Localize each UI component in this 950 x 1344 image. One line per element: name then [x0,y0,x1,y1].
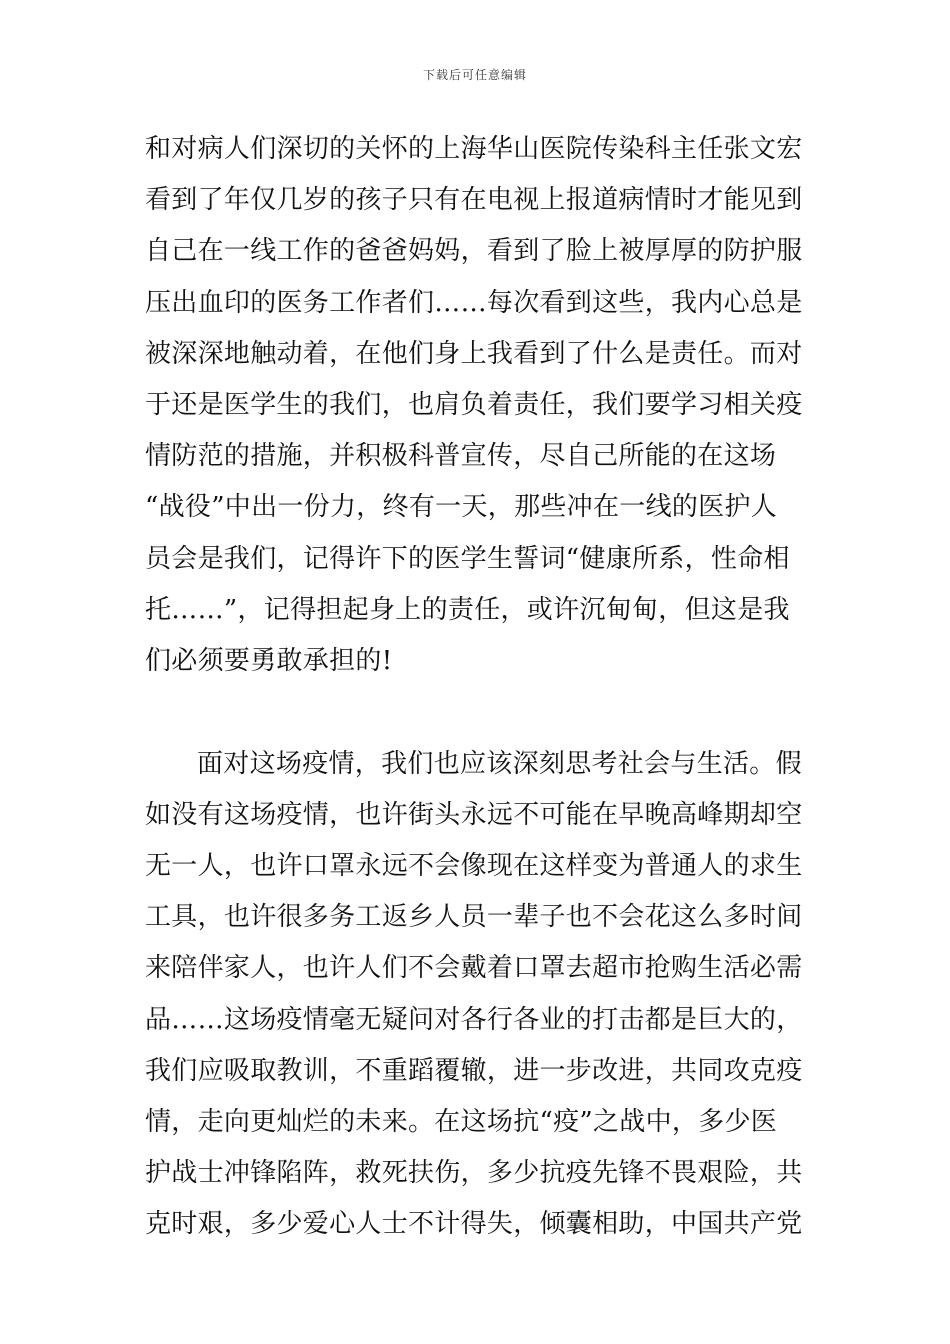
text-line: 托……”，记得担起身上的责任，或许沉甸甸，但这是我 [145,594,790,625]
text-line: 我们应吸取教训，不重蹈覆辙，进一步改进，共同攻克疫 [145,1055,803,1086]
text-line: 护战士冲锋陷阵，救死扶伤，多少抗疫先锋不畏艰险，共 [145,1158,803,1189]
text-line: 和对病人们深切的关怀的上海华山医院传染科主任张文宏 [145,134,803,164]
document-body [145,124,810,1250]
text-line: 情防范的措施，并积极科普宣传，尽自己所能的在这场 [145,441,777,472]
text-line: 自己在一线工作的爸爸妈妈，看到了脸上被厚厚的防护服 [145,236,803,267]
text-line: 来陪伴家人，也许人们不会戴着口罩去超市抢购生活必需 [145,953,803,984]
text-line: 情，走向更灿烂的未来。在这场抗“疫”之战中，多少医 [145,1106,778,1137]
text-line: 克时艰，多少爱心人士不计得失，倾囊相助，中国共产党 [145,1209,803,1240]
text-line: 被深深地触动着，在他们身上我看到了什么是责任。而对 [145,338,803,369]
text-line: 如没有这场疫情，也许街头永远不可能在早晚高峰期却空 [145,799,803,830]
text-line-indented: 面对这场疫情，我们也应该深刻思考社会与生活。假 [197,748,802,779]
text-line: 压出血印的医务工作者们……每次看到这些，我内心总是 [145,287,803,318]
paragraph-2 [145,739,810,1251]
text-line: 员会是我们，记得许下的医学生誓词“健康所系，性命相 [145,543,790,574]
text-line: 品……这场疫情毫无疑问对各行各业的打击都是巨大的， [145,1004,803,1035]
text-line: 无一人，也许口罩永远不会像现在这样变为普通人的求生 [145,850,803,881]
text-line: 们必须要勇敢承担的! [145,645,393,676]
page-header: 下载后可任意编辑 [422,68,527,82]
paragraph-spacer [145,687,810,739]
paragraph-1 [145,124,810,687]
text-line: 看到了年仅几岁的孩子只有在电视上报道病情时才能见到 [145,185,803,216]
text-line: “战役”中出一份力，终有一天，那些冲在一线的医护人 [145,492,778,523]
text-line: 工具，也许很多务工返乡人员一辈子也不会花这么多时间 [145,902,803,933]
text-line: 于还是医学生的我们，也肩负着责任，我们要学习相关疫 [145,389,803,420]
